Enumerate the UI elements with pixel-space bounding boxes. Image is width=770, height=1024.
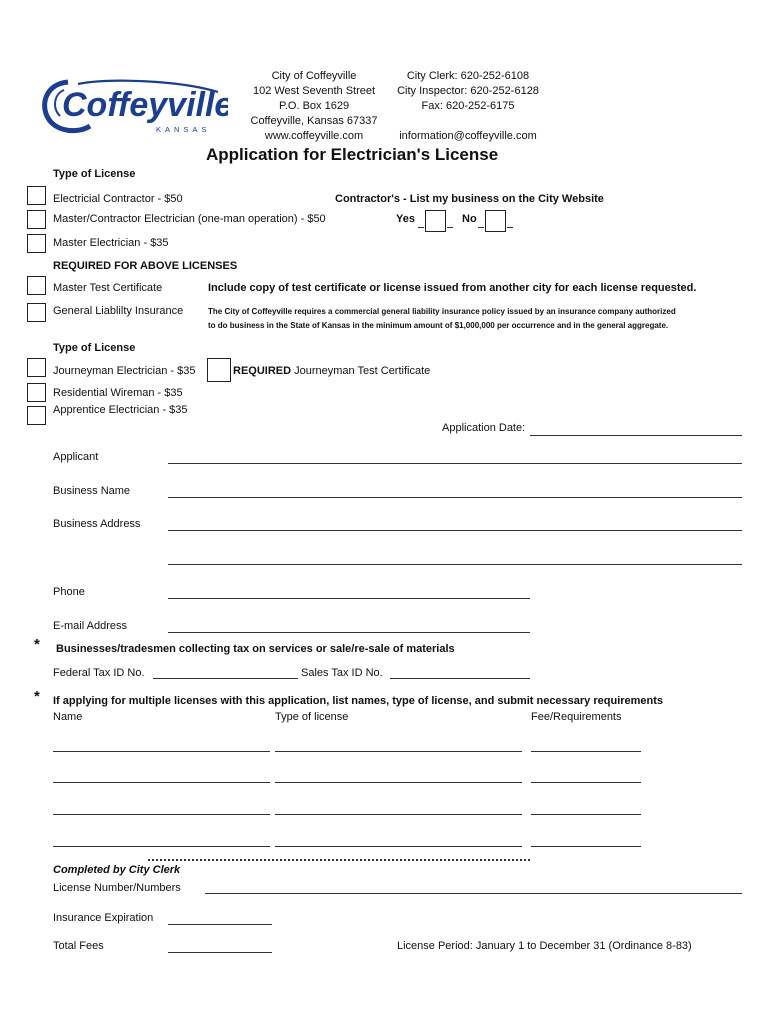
col-type-header: Type of license [275,711,349,723]
journeyman-label: Journeyman Electrician - $35 [53,365,196,377]
email-field[interactable] [168,632,530,633]
email-label: E-mail Address [53,620,127,632]
applicant-field[interactable] [168,463,742,464]
master-electrician-label: Master Electrician - $35 [53,237,169,249]
insurance-expiration-field[interactable] [168,924,272,925]
coffeyville-logo [38,76,228,136]
apprentice-checkbox[interactable] [27,406,46,425]
electrical-contractor-label: Electricial Contractor - $50 [53,193,183,205]
row-2-fee-field[interactable] [531,782,641,783]
liability-insurance-label: General Liablilty Insurance [53,305,184,317]
type-of-license-heading-2: Type of License [53,342,136,354]
license-number-field[interactable] [205,893,742,894]
journeyman-certificate-label: REQUIRED Journeyman Test Certificate [233,365,431,377]
no-checkbox[interactable] [485,210,506,232]
logo-wordmark: Coffeyville [62,86,228,124]
federal-tax-label: Federal Tax ID No. [53,667,145,679]
org-line-3: P.O. Box 1629 [278,100,350,112]
row-4-fee-field[interactable] [531,846,641,847]
inspector-phone: City Inspector: 620-252-6128 [397,85,539,97]
no-underline-right [507,227,513,228]
clerk-phone: City Clerk: 620-252-6108 [406,70,530,82]
master-electrician-checkbox[interactable] [27,234,46,253]
residential-wireman-checkbox[interactable] [27,383,46,402]
application-date-field[interactable] [530,435,742,436]
tax-heading: Businesses/tradesmen collecting tax on services or sale/re-sale of materials [56,643,455,655]
yes-label: Yes [396,213,415,225]
contact-email: information@coffeyville.com [399,130,537,142]
row-2-type-field[interactable] [275,782,522,783]
sales-tax-label: Sales Tax ID No. [301,667,383,679]
insurance-note-line-1: The City of Coffeyville requires a commercial general liability insurance policy issued by an insurance company authorized [208,307,676,316]
master-test-certificate-checkbox[interactable] [27,276,46,295]
logo-subtext: KANSAS [156,125,211,134]
electrical-contractor-checkbox[interactable] [27,186,46,205]
no-label: No [462,213,477,225]
application-date-label: Application Date: [442,422,526,434]
phone-field[interactable] [168,598,530,599]
org-line-1: City of Coffeyville [271,70,357,82]
row-3-name-field[interactable] [53,814,270,815]
tax-asterisk: * [34,636,40,653]
business-address-field-1[interactable] [168,530,742,531]
clerk-divider [148,859,530,861]
row-4-type-field[interactable] [275,846,522,847]
yes-underline-left [418,227,424,228]
fax-number: Fax: 620-252-6175 [421,100,515,112]
applicant-label: Applicant [53,451,99,463]
certificate-note: Include copy of test certificate or license issued from another city for each license requested. [208,282,697,294]
phone-label: Phone [53,586,85,598]
page-title: Application for Electrician's License [206,145,499,164]
row-1-name-field[interactable] [53,751,270,752]
row-1-fee-field[interactable] [531,751,641,752]
business-address-label: Business Address [53,518,141,530]
col-name-header: Name [53,711,83,723]
federal-tax-field[interactable] [153,678,298,679]
row-4-name-field[interactable] [53,846,270,847]
row-3-type-field[interactable] [275,814,522,815]
master-test-certificate-label: Master Test Certificate [53,282,163,294]
insurance-note-line-2: to do business in the State of Kansas in the minimum amount of $1,000,000 per occurrence and in the general aggregate. [208,321,669,330]
row-1-type-field[interactable] [275,751,522,752]
total-fees-field[interactable] [168,952,272,953]
license-period-text: License Period: January 1 to December 31 (Ordinance 8-83) [397,940,692,952]
row-3-fee-field[interactable] [531,814,641,815]
liability-insurance-checkbox[interactable] [27,303,46,322]
row-2-name-field[interactable] [53,782,270,783]
apprentice-label: Apprentice Electrician - $35 [53,404,188,416]
contractor-list-label: Contractor's - List my business on the City Website [335,193,604,205]
col-fee-header: Fee/Requirements [531,711,622,723]
yes-checkbox[interactable] [425,210,446,232]
business-name-field[interactable] [168,497,742,498]
license-number-label: License Number/Numbers [53,882,181,894]
type-of-license-heading-1: Type of License [53,168,136,180]
journeyman-checkbox[interactable] [27,358,46,377]
master-contractor-checkbox[interactable] [27,210,46,229]
org-line-2: 102 West Seventh Street [252,85,376,97]
required-heading: REQUIRED FOR ABOVE LICENSES [53,260,238,272]
yes-underline-right [447,227,453,228]
total-fees-label: Total Fees [53,940,104,952]
residential-wireman-label: Residential Wireman - $35 [53,387,183,399]
org-line-5: www.coffeyville.com [264,130,364,142]
business-name-label: Business Name [53,485,131,497]
clerk-heading: Completed by City Clerk [53,864,181,876]
master-contractor-label: Master/Contractor Electrician (one-man operation) - $50 [53,213,326,225]
org-line-4: Coffeyville, Kansas 67337 [250,115,378,127]
no-underline-left [478,227,484,228]
sales-tax-field[interactable] [390,678,530,679]
multiple-heading: If applying for multiple licenses with this application, list names, type of license, and submit necessary requirements [53,695,664,707]
journeyman-certificate-checkbox[interactable] [207,358,231,382]
business-address-field-2[interactable] [168,564,742,565]
multiple-asterisk: * [34,688,40,705]
insurance-expiration-label: Insurance Expiration [53,912,154,924]
